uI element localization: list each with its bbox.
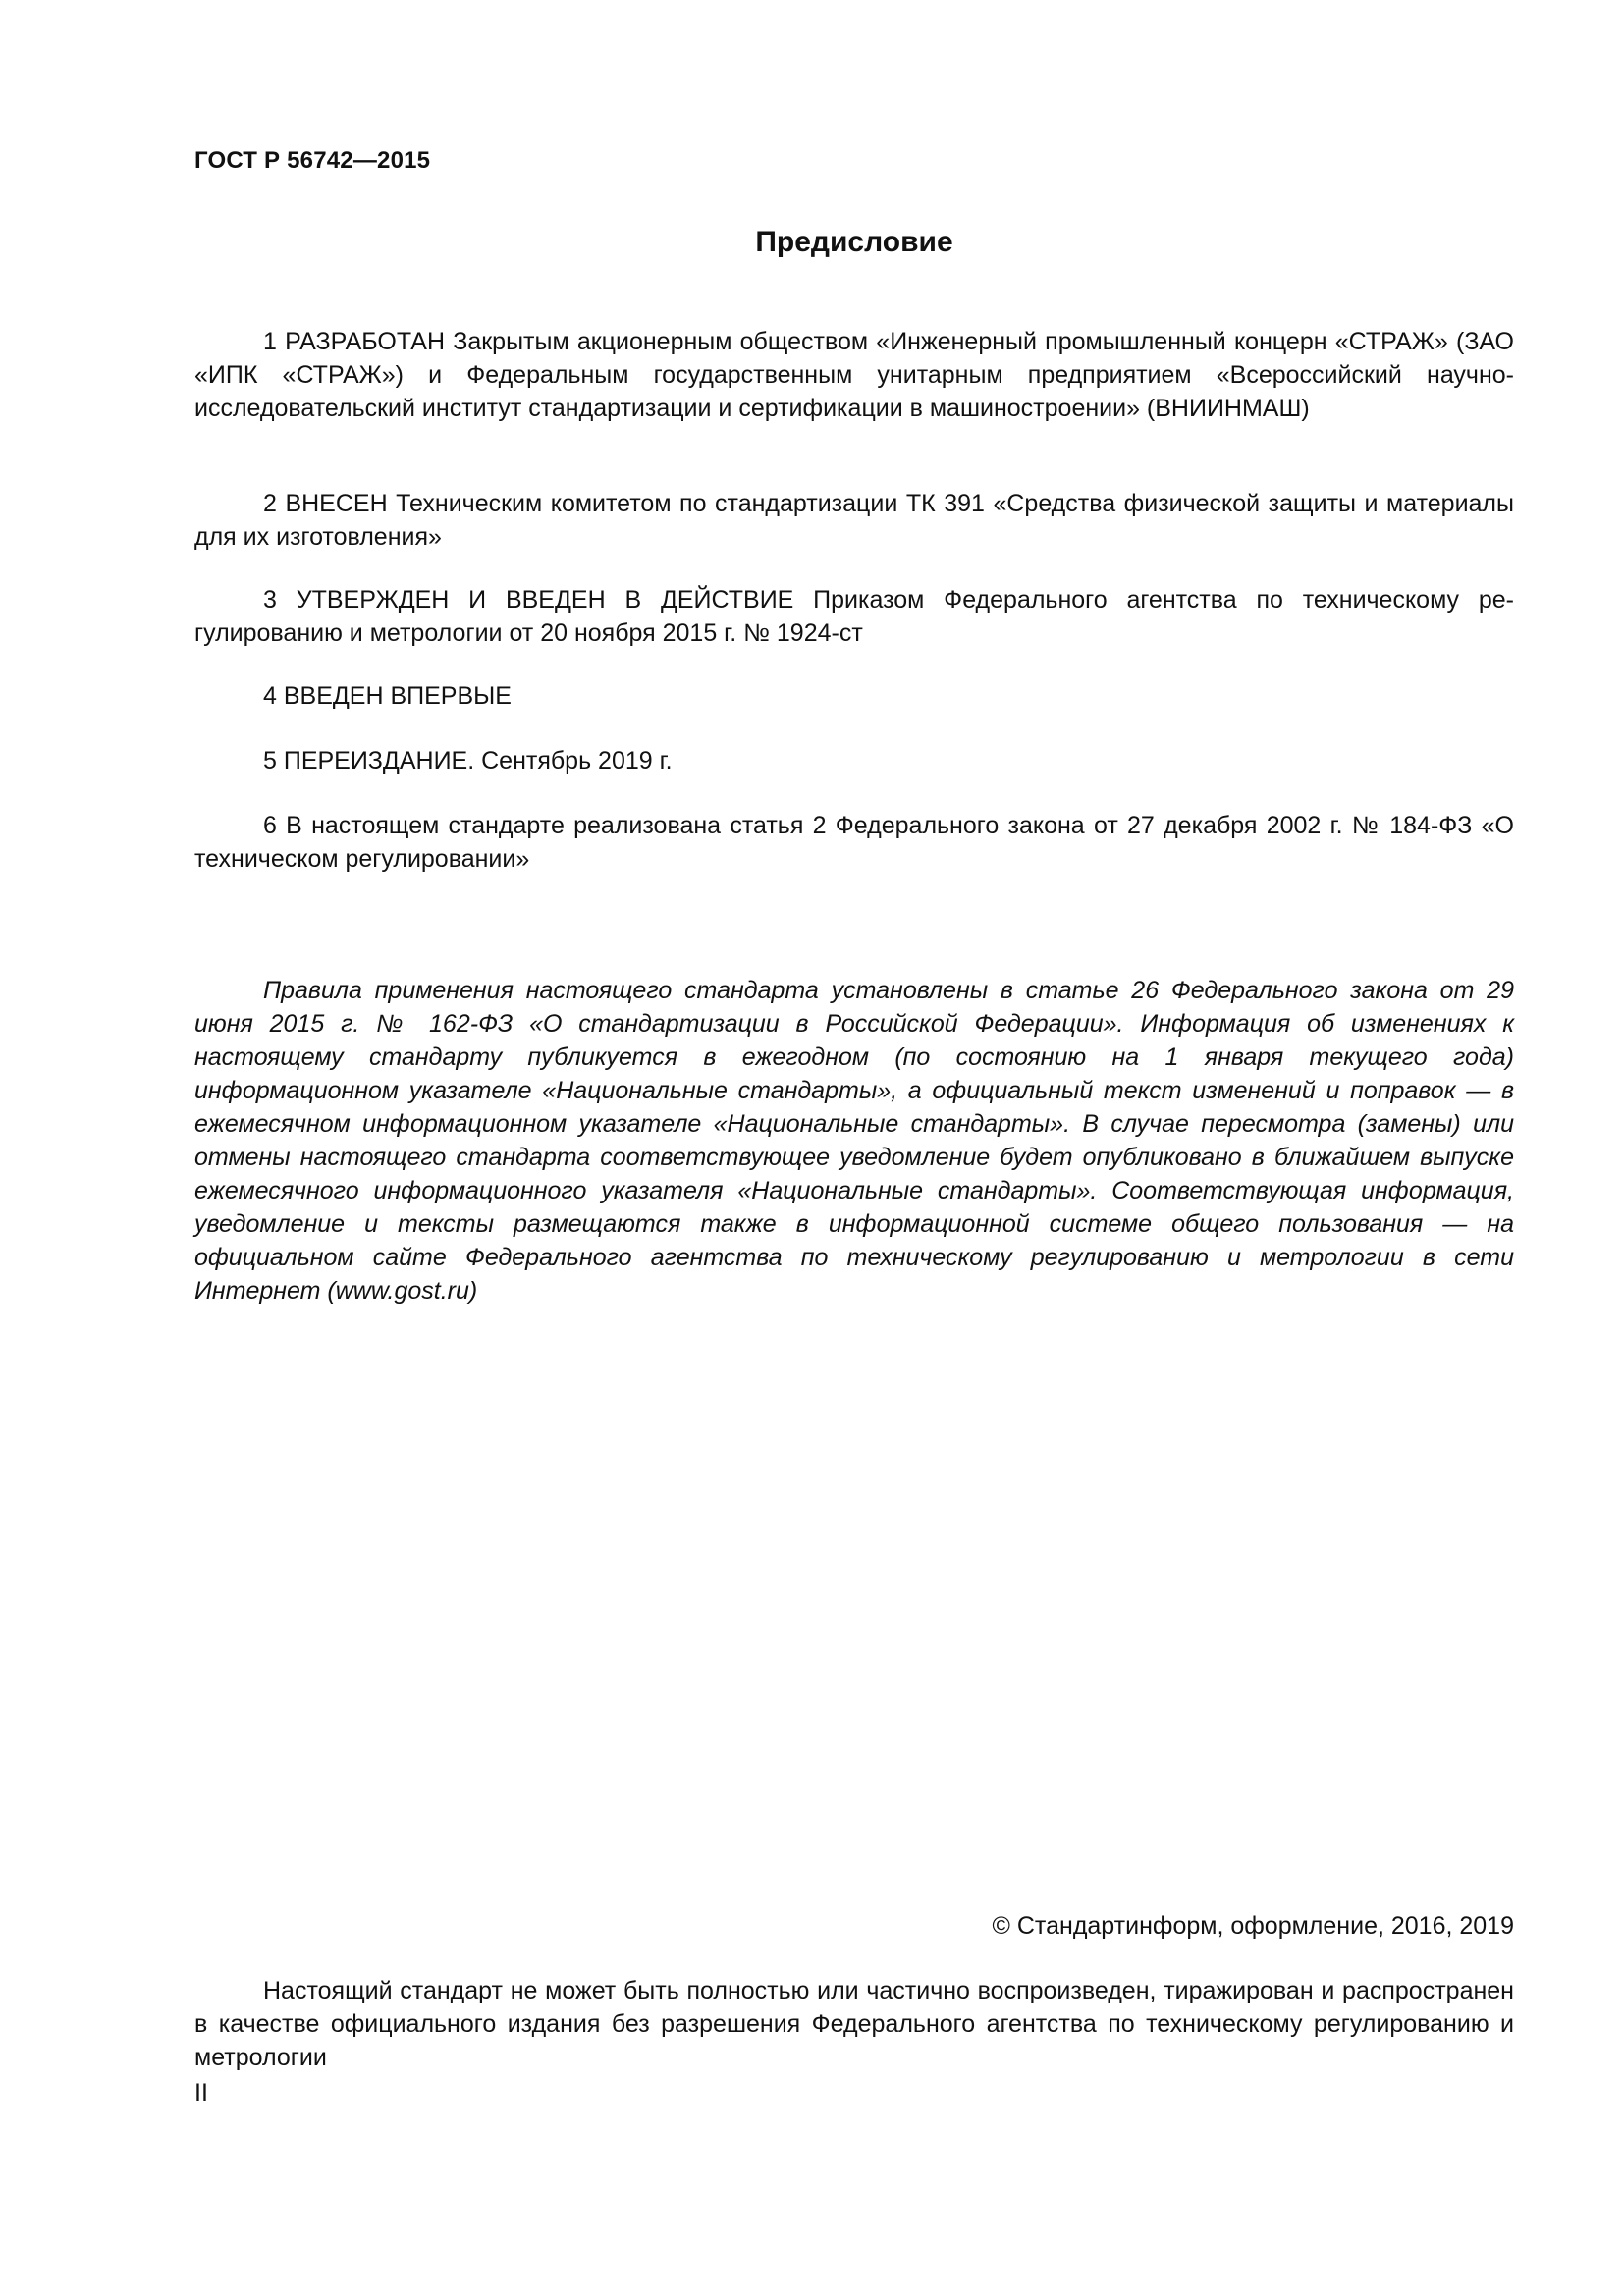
foreword-paragraph-1: 1 РАЗРАБОТАН Закрытым акционерным обществом «Инженерный промышленный концерн «СТРАЖ» (ЗАО «ИПК «СТРАЖ») и Федеральным государственным унитарным предприятием «Всероссийский научно-исследовательский институт стандартизации и сертификации в машиностроении» (ВНИИНМАШ) — [194, 328, 1514, 422]
standard-header: ГОСТ Р 56742—2015 — [194, 147, 431, 174]
foreword-paragraph-4: 4 ВВЕДЕН ВПЕРВЫЕ — [263, 682, 512, 710]
application-rules-notice: Правила применения настоящего стандарта установлены в статье 26 Федерального закона от 29 июня 2015 г. № 162-ФЗ «О стандартизации в Российской Федерации». Информация об изменениях к настоящему стандарту публикуется в ежегодном (по состоянию на 1 января текущего года) информационном указателе «Национальные стандарты», а официальный текст изменений и поправок — в ежемесячном информационном указателе «Национальные стандарты». В случае пересмотра (замены) или отмены настоящего стандарта соответствующее уведомление будет опубликовано в ближайшем выпуске ежемесячного информационного указателя «Национальные стандарты». Соответствующая информация, уведомление и тексты размещаются также в информационной системе общего пользования — на официальном сайте Федерального агентства по техническому регулированию и метрологии в сети Интернет (www.gost.ru) — [194, 977, 1514, 1305]
foreword-paragraph-6: 6 В настоящем стандарте реализована статья 2 Федерального закона от 27 декабря 2002 г. № 184-ФЗ «О техническом регулировании» — [194, 812, 1514, 873]
copyright-line: © Стандартинформ, оформление, 2016, 2019 — [992, 1912, 1514, 1940]
foreword-paragraph-5: 5 ПЕРЕИЗДАНИЕ. Сентябрь 2019 г. — [263, 747, 673, 774]
reproduction-notice: Настоящий стандарт не может быть полностью или частично воспроизведен, тиражирован и распространен в качестве официального издания без разрешения Федерального агентства по техническому регулированию и метрологии — [194, 1977, 1514, 2071]
foreword-paragraph-2: 2 ВНЕСЕН Техническим комитетом по стандартизации ТК 391 «Средства физической защиты и материалы для их изготовления» — [194, 490, 1514, 551]
page-title: Предисловие — [755, 226, 953, 258]
foreword-paragraph-3: 3 УТВЕРЖДЕН И ВВЕДЕН В ДЕЙСТВИЕ Приказом Федерального агентства по техническому регулированию и метрологии от 20 ноября 2015 г. № 1924-ст — [194, 586, 1514, 647]
page-number: II — [194, 2079, 208, 2107]
